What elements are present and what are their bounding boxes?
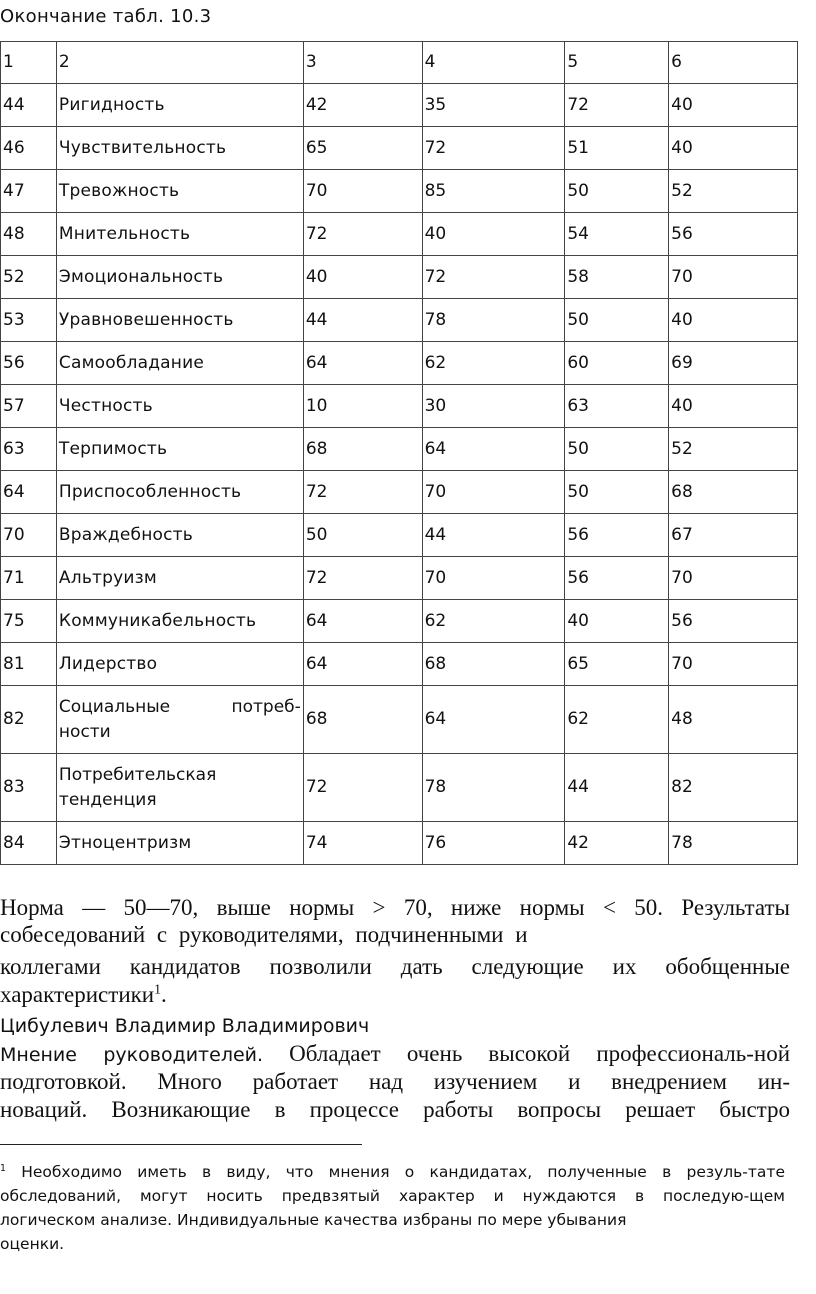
cell-value-col4: 85 (422, 170, 565, 213)
cell-value-col6: 70 (669, 256, 798, 299)
opinion-line-3: новаций. Возникающие в процессе работы вопросы решает быстро (0, 1097, 790, 1122)
opinion-line-1 (0, 1040, 790, 1069)
table-row (1, 643, 798, 686)
footnote-line-1 (0, 1160, 785, 1184)
cell-value-col5: 60 (565, 342, 669, 385)
header-cell-value-col6: 6 (669, 42, 798, 84)
cell-value-col3: 72 (303, 557, 422, 600)
cell-value-col3: 70 (303, 170, 422, 213)
cell-value-col6: 40 (669, 385, 798, 428)
cell-value-col3: 44 (303, 299, 422, 342)
trait-name-line: Потребительская (58, 764, 217, 785)
table-row (1, 822, 798, 865)
cell-trait-name: Мнительность (56, 213, 303, 256)
cell-value-col5: 63 (565, 385, 669, 428)
cell-number: 44 (1, 84, 57, 127)
cell-value-col4: 68 (422, 643, 565, 686)
results-table (0, 41, 798, 865)
norm-line-4-end: . (161, 982, 167, 1007)
cell-value-col3: 68 (303, 428, 422, 471)
footnote-divider (0, 1144, 362, 1145)
cell-value-col5: 65 (565, 643, 669, 686)
cell-value-col3: 64 (303, 600, 422, 643)
trait-name-line: ности (58, 721, 111, 742)
table-row (1, 213, 798, 256)
cell-number: 64 (1, 471, 57, 514)
cell-value-col5: 40 (565, 600, 669, 643)
header-cell-number: 1 (1, 42, 57, 84)
person-name: Цибулевич Владимир Владимирович (0, 1015, 370, 1037)
table-row (1, 471, 798, 514)
opinion-line-1-text: Обладает очень высокой профессиональ-ной (289, 1041, 791, 1066)
cell-value-col6: 70 (669, 643, 798, 686)
table-row (1, 84, 798, 127)
norm-line-4 (0, 981, 790, 1008)
opinion-label: Мнение руководителей. (0, 1044, 264, 1066)
cell-trait-name (56, 686, 303, 754)
cell-value-col6: 68 (669, 471, 798, 514)
footnote-line-4: оценки. (0, 1235, 65, 1253)
footnote-ref[interactable]: 1 (154, 981, 162, 997)
cell-value-col4: 44 (422, 514, 565, 557)
cell-value-col4: 35 (422, 84, 565, 127)
header-cell-value-col3: 3 (303, 42, 422, 84)
cell-number: 81 (1, 643, 57, 686)
cell-value-col6: 40 (669, 84, 798, 127)
cell-value-col3: 40 (303, 256, 422, 299)
cell-value-col4: 40 (422, 213, 565, 256)
cell-value-col4: 70 (422, 557, 565, 600)
cell-value-col5: 72 (565, 84, 669, 127)
footnote-line-2: обследований, могут носить предвзятый характер и нуждаются в последую-щем (0, 1187, 785, 1205)
table-row (1, 299, 798, 342)
cell-value-col5: 44 (565, 754, 669, 822)
cell-value-col6: 40 (669, 127, 798, 170)
cell-number: 70 (1, 514, 57, 557)
cell-value-col5: 58 (565, 256, 669, 299)
trait-name-line: тенденция (58, 789, 157, 810)
cell-number: 84 (1, 822, 57, 865)
cell-number: 53 (1, 299, 57, 342)
cell-trait-name: Альтруизм (56, 557, 303, 600)
cell-trait-name: Тревожность (56, 170, 303, 213)
cell-number: 71 (1, 557, 57, 600)
header-cell-value-col5: 5 (565, 42, 669, 84)
cell-value-col6: 67 (669, 514, 798, 557)
opinion-line-2: подготовкой. Много работает над изучением и внедрением ин- (0, 1069, 790, 1094)
cell-value-col6: 70 (669, 557, 798, 600)
cell-value-col3: 72 (303, 754, 422, 822)
cell-value-col3: 64 (303, 643, 422, 686)
norm-line-2: собеседований с руководителями, подчиненными и (0, 922, 528, 947)
cell-value-col5: 50 (565, 299, 669, 342)
table-row (1, 256, 798, 299)
header-cell-value-col4: 4 (422, 42, 565, 84)
cell-value-col4: 78 (422, 299, 565, 342)
cell-value-col4: 72 (422, 127, 565, 170)
cell-number: 56 (1, 342, 57, 385)
cell-value-col6: 82 (669, 754, 798, 822)
cell-number: 47 (1, 170, 57, 213)
cell-number: 57 (1, 385, 57, 428)
cell-value-col3: 65 (303, 127, 422, 170)
trait-name-line: Социальные потреб- (58, 696, 301, 717)
table-row (1, 600, 798, 643)
cell-value-col6: 78 (669, 822, 798, 865)
cell-value-col6: 40 (669, 299, 798, 342)
cell-trait-name: Приспособленность (56, 471, 303, 514)
cell-trait-name: Враждебность (56, 514, 303, 557)
cell-value-col3: 74 (303, 822, 422, 865)
cell-value-col5: 54 (565, 213, 669, 256)
cell-value-col4: 72 (422, 256, 565, 299)
cell-number: 82 (1, 686, 57, 754)
cell-trait-name: Эмоциональность (56, 256, 303, 299)
cell-number: 46 (1, 127, 57, 170)
cell-trait-name: Коммуникабельность (56, 600, 303, 643)
cell-value-col3: 50 (303, 514, 422, 557)
cell-value-col3: 68 (303, 686, 422, 754)
table-header-row (1, 42, 798, 84)
cell-number: 83 (1, 754, 57, 822)
cell-value-col6: 69 (669, 342, 798, 385)
cell-value-col6: 52 (669, 428, 798, 471)
cell-trait-name: Чувствительность (56, 127, 303, 170)
cell-trait-name: Ригидность (56, 84, 303, 127)
cell-number: 52 (1, 256, 57, 299)
footnote-number: 1 (0, 1162, 6, 1174)
cell-value-col4: 76 (422, 822, 565, 865)
cell-value-col3: 42 (303, 84, 422, 127)
cell-trait-name: Этноцентризм (56, 822, 303, 865)
table-row (1, 754, 798, 822)
cell-number: 48 (1, 213, 57, 256)
cell-number: 63 (1, 428, 57, 471)
cell-value-col5: 50 (565, 170, 669, 213)
cell-value-col4: 30 (422, 385, 565, 428)
cell-value-col6: 56 (669, 213, 798, 256)
table-row (1, 686, 798, 754)
cell-value-col4: 64 (422, 428, 565, 471)
cell-value-col4: 64 (422, 686, 565, 754)
cell-trait-name: Самообладание (56, 342, 303, 385)
cell-value-col3: 10 (303, 385, 422, 428)
cell-value-col3: 72 (303, 213, 422, 256)
cell-value-col5: 56 (565, 557, 669, 600)
cell-value-col6: 56 (669, 600, 798, 643)
norm-line-4-text: характеристики (0, 982, 155, 1007)
cell-value-col6: 52 (669, 170, 798, 213)
cell-value-col5: 50 (565, 471, 669, 514)
cell-trait-name: Честность (56, 385, 303, 428)
table-row (1, 342, 798, 385)
cell-value-col5: 51 (565, 127, 669, 170)
table-row (1, 557, 798, 600)
footnote-line-1-text: Необходимо иметь в виду, что мнения о кандидатах, полученные в резуль-тате (21, 1163, 785, 1181)
cell-value-col5: 56 (565, 514, 669, 557)
cell-value-col4: 78 (422, 754, 565, 822)
cell-value-col5: 50 (565, 428, 669, 471)
table-row (1, 385, 798, 428)
cell-value-col3: 72 (303, 471, 422, 514)
cell-number: 75 (1, 600, 57, 643)
cell-trait-name: Уравновешенность (56, 299, 303, 342)
footnote-line-3: логическом анализе. Индивидуальные качества избраны по мере убывания (0, 1211, 627, 1229)
cell-value-col5: 42 (565, 822, 669, 865)
cell-trait-name (56, 754, 303, 822)
cell-value-col4: 62 (422, 600, 565, 643)
table-row (1, 170, 798, 213)
cell-trait-name: Лидерство (56, 643, 303, 686)
table-caption: Окончание табл. 10.3 (0, 6, 212, 27)
cell-value-col4: 70 (422, 471, 565, 514)
table-row (1, 127, 798, 170)
cell-value-col6: 48 (669, 686, 798, 754)
table-body (1, 42, 798, 865)
cell-trait-name: Терпимость (56, 428, 303, 471)
norm-line-1: Норма — 50—70, выше нормы > 70, ниже нормы < 50. Результаты (0, 895, 790, 920)
header-cell-trait-name: 2 (56, 42, 303, 84)
table-row (1, 514, 798, 557)
norm-line-3: коллегами кандидатов позволили дать следующие их обобщенные (0, 954, 790, 979)
cell-value-col3: 64 (303, 342, 422, 385)
cell-value-col4: 62 (422, 342, 565, 385)
footnote (0, 1160, 785, 1256)
table-row (1, 428, 798, 471)
cell-value-col5: 62 (565, 686, 669, 754)
